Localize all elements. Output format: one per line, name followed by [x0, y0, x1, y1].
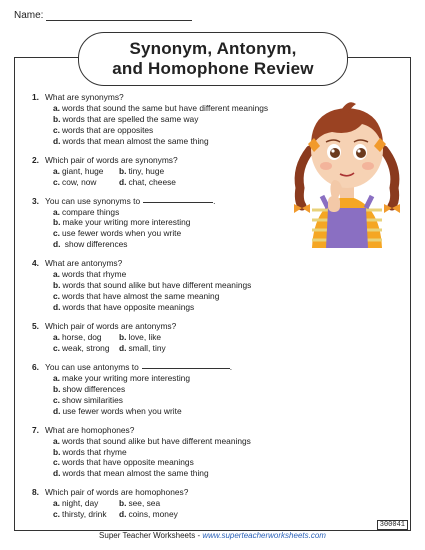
answer-option[interactable]: [53, 239, 268, 250]
answer-option[interactable]: [53, 166, 119, 177]
option-letter: b.: [53, 280, 61, 291]
option-text: words that are spelled the same way: [62, 113, 199, 124]
option-letter: b.: [119, 331, 127, 342]
option-letter: a.: [53, 206, 60, 217]
option-letter: b.: [53, 113, 61, 124]
footer-url-link[interactable]: www.superteacherworksheets.com: [202, 531, 326, 540]
question-list: [32, 92, 268, 528]
option-letter: b.: [119, 498, 127, 509]
question-number: 1.: [32, 92, 39, 102]
question-3: [32, 196, 268, 251]
answer-option[interactable]: [53, 207, 268, 218]
option-text: see, sea: [128, 498, 161, 509]
option-letter: a.: [53, 372, 60, 383]
answer-options: [53, 373, 268, 417]
question-text: Which pair of words are homophones?: [45, 487, 189, 498]
answer-option[interactable]: [53, 447, 268, 458]
question-4: [32, 258, 268, 313]
option-letter: a.: [53, 498, 60, 509]
option-text: horse, dog: [62, 331, 102, 342]
option-letter: a.: [53, 269, 60, 280]
question-7: [32, 425, 268, 480]
answer-option[interactable]: [53, 136, 268, 147]
option-text: chat, cheese: [128, 176, 176, 187]
period: .: [213, 195, 216, 206]
option-text: words that sound the same but have different meanings: [62, 102, 269, 113]
option-text: use fewer words when you write: [62, 228, 182, 239]
option-text: show differences: [62, 239, 128, 250]
answer-option[interactable]: [53, 373, 268, 384]
option-letter: a.: [53, 331, 60, 342]
question-stem: [32, 92, 268, 103]
answer-option[interactable]: [119, 166, 199, 177]
question-stem: [32, 425, 268, 436]
name-label: Name:: [14, 10, 44, 21]
option-letter: d.: [119, 176, 127, 187]
option-text: giant, huge: [62, 165, 104, 176]
option-letter: c.: [53, 342, 60, 353]
option-text: tiny, huge: [128, 165, 165, 176]
question-text: You can use synonyms to: [45, 195, 141, 206]
answer-option[interactable]: [119, 332, 199, 343]
answer-options: [53, 332, 268, 354]
option-letter: a.: [53, 435, 60, 446]
option-text: small, tiny: [128, 342, 166, 353]
option-letter: b.: [53, 446, 61, 457]
option-text: words that sound alike but have different meanings: [62, 280, 252, 291]
answer-option[interactable]: [53, 343, 119, 354]
option-text: night, day: [62, 498, 99, 509]
option-text: weak, strong: [62, 342, 110, 353]
question-number: 7.: [32, 424, 39, 435]
question-number: 6.: [32, 361, 39, 372]
option-text: coins, money: [128, 509, 178, 520]
answer-option[interactable]: [53, 384, 268, 395]
worksheet-code: 300041: [377, 520, 408, 530]
option-letter: d.: [53, 405, 61, 416]
option-letter: c.: [53, 457, 60, 468]
option-text: show differences: [62, 383, 126, 394]
answer-option[interactable]: [53, 114, 268, 125]
question-1: [32, 92, 268, 147]
answer-options: [53, 498, 268, 520]
option-letter: b.: [53, 217, 61, 228]
footer: [0, 531, 425, 540]
option-text: words that are opposites: [62, 124, 154, 135]
answer-option[interactable]: [53, 468, 268, 479]
answer-option[interactable]: [53, 125, 268, 136]
question-stem: [32, 155, 268, 166]
answer-option[interactable]: [53, 103, 268, 114]
question-text: Which pair of words are synonyms?: [45, 154, 178, 165]
answer-option[interactable]: [53, 436, 268, 447]
question-5: [32, 321, 268, 354]
question-6: [32, 362, 268, 417]
option-text: words that mean almost the same thing: [62, 135, 209, 146]
footer-separator: -: [195, 531, 203, 540]
option-text: words that rhyme: [62, 446, 127, 457]
option-letter: c.: [53, 291, 60, 302]
question-stem: [32, 487, 268, 498]
answer-option[interactable]: [53, 457, 268, 468]
answer-options: [53, 166, 268, 188]
question-stem: [32, 362, 268, 373]
answer-option[interactable]: [119, 177, 199, 188]
answer-option[interactable]: [53, 269, 268, 280]
option-letter: d.: [119, 342, 127, 353]
option-letter: c.: [53, 124, 60, 135]
option-text: make your writing more interesting: [62, 217, 191, 228]
option-text: make your writing more interesting: [62, 372, 191, 383]
option-letter: d.: [53, 135, 61, 146]
option-text: words that mean almost the same thing: [62, 468, 209, 479]
option-letter: d.: [53, 239, 61, 250]
option-letter: c.: [53, 228, 60, 239]
footer-publisher: Super Teacher Worksheets: [99, 531, 196, 540]
answer-option[interactable]: [53, 332, 119, 343]
question-text: What are synonyms?: [45, 92, 124, 102]
answer-option[interactable]: [53, 406, 268, 417]
option-text: compare things: [62, 206, 120, 217]
answer-options: [53, 436, 268, 480]
question-text: Which pair of words are antonyms?: [45, 321, 177, 332]
answer-option[interactable]: [53, 395, 268, 406]
option-letter: a.: [53, 102, 60, 113]
answer-blank[interactable]: [143, 196, 213, 203]
period: .: [229, 361, 233, 372]
question-number: 2.: [32, 154, 39, 165]
answer-option[interactable]: [53, 302, 268, 313]
answer-option[interactable]: [53, 291, 268, 302]
question-number: 5.: [32, 321, 39, 332]
answer-option[interactable]: [53, 177, 119, 188]
name-blank-line[interactable]: [46, 11, 192, 21]
question-2: [32, 155, 268, 188]
option-letter: d.: [53, 468, 61, 479]
option-letter: c.: [53, 176, 60, 187]
option-letter: c.: [53, 509, 60, 520]
question-text: What are homophones?: [45, 424, 135, 435]
answer-options: [53, 103, 268, 147]
option-text: words that rhyme: [62, 269, 127, 280]
title-line-1: Synonym, Antonym,: [129, 39, 297, 58]
question-text: What are antonyms?: [45, 258, 123, 269]
question-number: 4.: [32, 258, 39, 269]
option-letter: d.: [53, 301, 61, 312]
option-text: love, like: [128, 331, 162, 342]
question-text: You can use antonyms to: [45, 361, 139, 372]
question-number: 8.: [32, 487, 39, 498]
answer-options: [53, 269, 268, 313]
name-field: [14, 10, 192, 21]
option-letter: d.: [119, 509, 127, 520]
option-text: thirsty, drink: [62, 509, 107, 520]
question-stem: [32, 321, 268, 332]
option-letter: b.: [53, 383, 61, 394]
answer-option[interactable]: [53, 280, 268, 291]
option-text: words that sound alike but have different meanings: [62, 435, 251, 446]
option-text: words that have opposite meanings: [62, 301, 195, 312]
option-text: show similarities: [62, 394, 123, 405]
question-stem: [32, 258, 268, 269]
option-text: cow, now: [62, 176, 97, 187]
question-number: 3.: [32, 195, 39, 206]
question-stem: [32, 196, 268, 207]
page-title: [78, 32, 348, 86]
answer-options: [53, 207, 268, 251]
answer-option[interactable]: [119, 498, 199, 509]
question-8: [32, 487, 268, 520]
answer-option[interactable]: [53, 509, 119, 520]
option-text: use fewer words when you write: [62, 405, 182, 416]
answer-option[interactable]: [119, 343, 199, 354]
girl-illustration: [282, 88, 412, 248]
answer-blank[interactable]: [142, 362, 230, 369]
answer-option[interactable]: [53, 217, 268, 228]
option-text: words that have almost the same meaning: [62, 291, 220, 302]
option-letter: c.: [53, 394, 60, 405]
option-letter: b.: [119, 165, 127, 176]
answer-option[interactable]: [53, 228, 268, 239]
option-letter: a.: [53, 165, 60, 176]
answer-option[interactable]: [53, 498, 119, 509]
title-line-2: and Homophone Review: [112, 59, 314, 78]
answer-option[interactable]: [119, 509, 199, 520]
option-text: words that have opposite meanings: [62, 457, 194, 468]
